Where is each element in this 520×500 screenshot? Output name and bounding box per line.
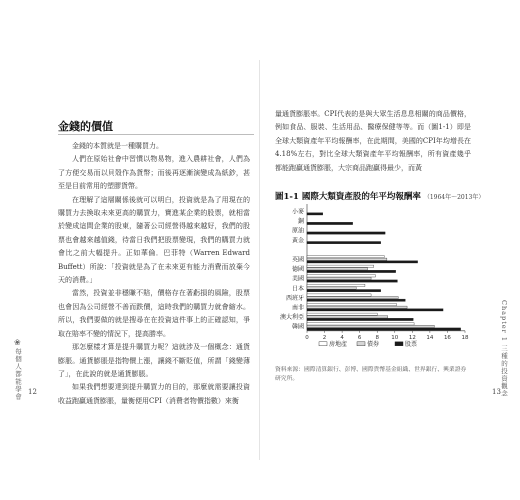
- x-tick-label: 0: [305, 334, 309, 341]
- legend-swatch: [357, 342, 365, 346]
- x-tick-label: 18: [461, 334, 469, 341]
- flower-ornament-icon: ❀: [14, 338, 21, 347]
- paragraph: 如果我們想要達到提升購買力的目的，那麼就需要讓投資收益跑贏通貨膨脹，量衡便用CPI（消費者物價指數）來衡: [58, 383, 250, 405]
- category-label: 英國: [291, 256, 304, 264]
- legend-label: 股票: [405, 340, 418, 348]
- category-label: 美國: [291, 275, 304, 283]
- x-tick-label: 12: [408, 334, 416, 341]
- bar-股票: [307, 242, 381, 244]
- x-tick-label: 2: [322, 334, 327, 341]
- bar-股票: [307, 261, 418, 263]
- bar-債券: [307, 277, 371, 279]
- bar-債券: [307, 306, 407, 308]
- bar-股票: [307, 280, 397, 282]
- bar-房地產: [307, 275, 375, 277]
- figure-title-text: 圖1-1 國際大類資產股的年平均報酬率: [275, 192, 421, 202]
- bar-股票: [307, 328, 461, 330]
- category-label: 南非: [291, 304, 304, 312]
- bar-債券: [307, 258, 387, 260]
- legend-label: 房地產: [329, 340, 348, 348]
- section-title: 金錢的價值: [58, 120, 113, 133]
- bar-股票: [307, 309, 443, 311]
- category-label: 澳大利亞: [279, 314, 304, 322]
- bar-股票: [307, 222, 353, 224]
- paragraph: 當然，投資並非穩賺不賠，價格存在著虧損的風險，股票也會因為公司經營不善而跌價，這時我們的購買力就會縮水。所以，我們要做的就是搜尋在在投資這件事上的正確認知，爭取在賠率不變的情況下，提高勝率。: [58, 289, 250, 338]
- bar-股票: [307, 290, 381, 292]
- bar-房地產: [307, 313, 377, 315]
- x-tick-label: 6: [357, 334, 362, 341]
- category-label: 黃金: [291, 237, 304, 245]
- bar-債券: [307, 325, 434, 327]
- bar-股票: [307, 232, 385, 234]
- right-body-text: [275, 108, 471, 175]
- category-label: 德國: [291, 266, 304, 274]
- page-number-right: 13: [492, 388, 501, 396]
- paragraph: 在理解了這層關係後就可以明白，投資就是為了用現在的購買力去換取未來更高的購買力，寶進某企業的股票，就相當於變成這間企業的股東，隨著公司經營得越來越好，我們的股票也會越來越值錢，待當日我們把股票變現，我們的購買力就會比之前大幅提升。正如華倫．巴菲特（Warren Edward Buffett）所說：「投資就是為了在未來更有能力消費而放棄今天的消費。」: [58, 195, 250, 285]
- x-tick-label: 4: [340, 334, 344, 341]
- page-number-left: 12: [28, 388, 37, 396]
- x-tick-label: 10: [391, 334, 399, 341]
- x-tick-label: 16: [443, 334, 451, 341]
- category-label: 西班牙: [285, 294, 304, 302]
- bar-房地產: [307, 256, 384, 258]
- bar-股票: [307, 213, 323, 215]
- paragraph: 那怎麼樣才算是提升購買力呢？這就涉及一個概念：通貨膨脹。通貨膨脹是指物價上漲，讓錢不斷貶值，所謂「錢變薄了」，在此說的就是通貨膨脹。: [58, 343, 250, 378]
- paragraph: 金錢的本質就是一種購買力。: [72, 142, 163, 150]
- bar-股票: [307, 318, 413, 320]
- category-label: 小麥: [291, 208, 304, 216]
- x-tick-label: 14: [426, 334, 434, 341]
- legend-label: 債券: [367, 340, 380, 348]
- bar-債券: [307, 316, 388, 318]
- bar-房地產: [307, 284, 365, 286]
- paragraph: 人們在原始社會中習慣以物易物，進入農耕社會，人們為了方便交易而以貝殼作為貨幣；而後再逐漸演變成為紙鈔，甚至是目前常用的塑膠貨幣。: [58, 155, 250, 191]
- paragraph: 量通貨膨脹率。CPI代表的是與大眾生活息息相關的商品價格，例如食品、服裝、生活用品、醫療保健等等。而（圖1-1）即是全球大類資產年平均報酬率，在此期間，美國的CPI年均增長在4.18%左右，對比全球大類資產年平均報酬率，所有資產幾乎都能跑贏通貨膨脹，大宗商品跑贏得最少，而黃: [275, 110, 471, 172]
- running-title-left: 每個人都能學會: [14, 348, 22, 401]
- bar-房地產: [307, 323, 414, 325]
- bar-chart: [275, 200, 475, 362]
- right-page: [260, 0, 520, 500]
- bar-股票: [307, 299, 405, 301]
- title-divider: [58, 134, 254, 135]
- category-label: 韓國: [291, 323, 304, 331]
- category-label: 銅: [297, 218, 304, 226]
- figure-source-note: 資料來源：國際清算銀行、彭博、國際貨幣基金組織、世界銀行、興業證券研究所。: [275, 367, 467, 382]
- legend-swatch: [319, 342, 327, 346]
- bar-房地產: [307, 265, 374, 267]
- x-tick-label: 8: [375, 334, 379, 341]
- running-title-right: Chapter 1 三種的投資觀念: [500, 300, 508, 398]
- legend-swatch: [395, 342, 403, 346]
- category-label: 日本: [291, 285, 304, 293]
- bar-房地產: [307, 294, 371, 296]
- bar-債券: [307, 297, 398, 299]
- bar-房地產: [307, 304, 397, 306]
- bar-債券: [307, 287, 356, 289]
- figure-subtitle: （1964年～2013年）: [423, 194, 485, 201]
- bar-股票: [307, 270, 396, 272]
- left-body-text: [58, 140, 250, 408]
- bar-債券: [307, 268, 368, 270]
- category-label: 原油: [291, 227, 304, 235]
